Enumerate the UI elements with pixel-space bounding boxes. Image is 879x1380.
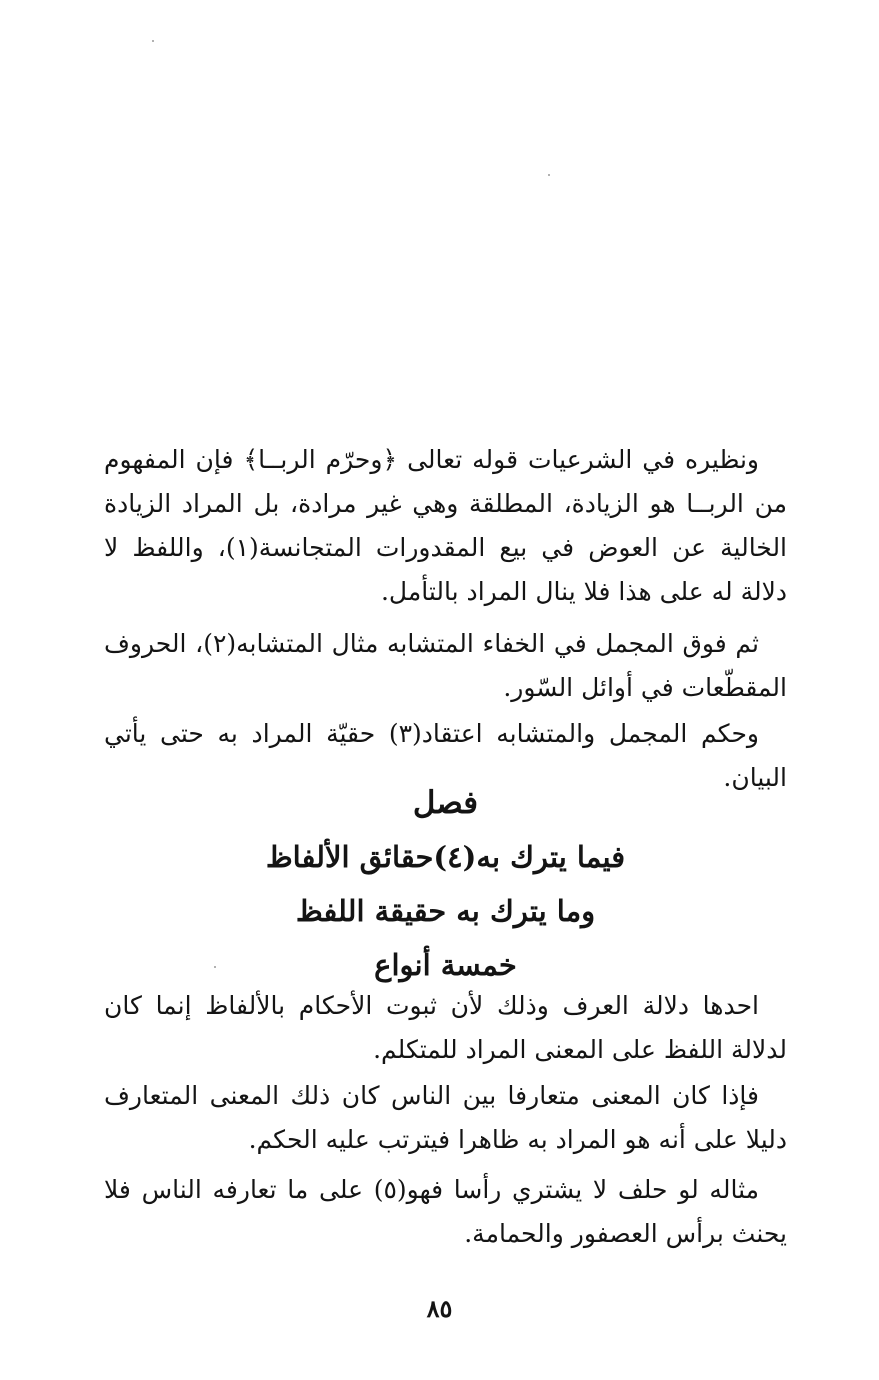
paragraph-example: مثاله لو حلف لا يشتري رأسا فهو(٥) على ما تعارفه الناس فلا يحنث برأس العصفور والحمامة. bbox=[104, 1175, 787, 1248]
paragraph-urf: احدها دلالة العرف وذلك لأن ثبوت الأحكام بالألفاظ إنما كان لدلالة اللفظ على المعنى المراد للمتكلم. bbox=[104, 991, 787, 1064]
body-text-top bbox=[104, 438, 787, 800]
heading-line-2: وما يترك به حقيقة اللفظ bbox=[295, 894, 596, 928]
heading-line-3: خمسة أنواع bbox=[374, 948, 517, 982]
heading-fasl: فصل bbox=[412, 785, 479, 821]
paragraph-hukm: وحكم المجمل والمتشابه اعتقاد(٣) حقيّة المراد به حتى يأتي البيان. bbox=[104, 719, 787, 792]
body-text-bottom bbox=[104, 984, 787, 1256]
paragraph-mutaaraf: فإذا كان المعنى متعارفا بين الناس كان ذلك المعنى المتعارف دليلا على أنه هو المراد به ظاهرا فيترتب عليه الحكم. bbox=[104, 1081, 787, 1154]
scan-speck bbox=[152, 40, 154, 42]
page-number: ٨٥ bbox=[426, 1294, 453, 1323]
section-heading bbox=[104, 776, 787, 992]
paragraph-riba: ونظيره في الشرعيات قوله تعالى ﴿وحرّم الربــا﴾ فإن المفهوم من الربــا هو الزيادة، المطلقة وهي غير مرادة، بل المراد الزيادة الخالية عن العوض في بيع المقدورات المتجانسة(١)، واللفظ لا دلالة له على هذا فلا ينال المراد بالتأمل. bbox=[104, 445, 788, 606]
paragraph-mutashabih: ثم فوق المجمل في الخفاء المتشابه مثال المتشابه(٢)، الحروف المقطّعات في أوائل السّور. bbox=[104, 629, 787, 702]
heading-line-1: فيما يترك به(٤)حقائق الألفاظ bbox=[265, 840, 626, 874]
scan-speck bbox=[548, 174, 550, 176]
